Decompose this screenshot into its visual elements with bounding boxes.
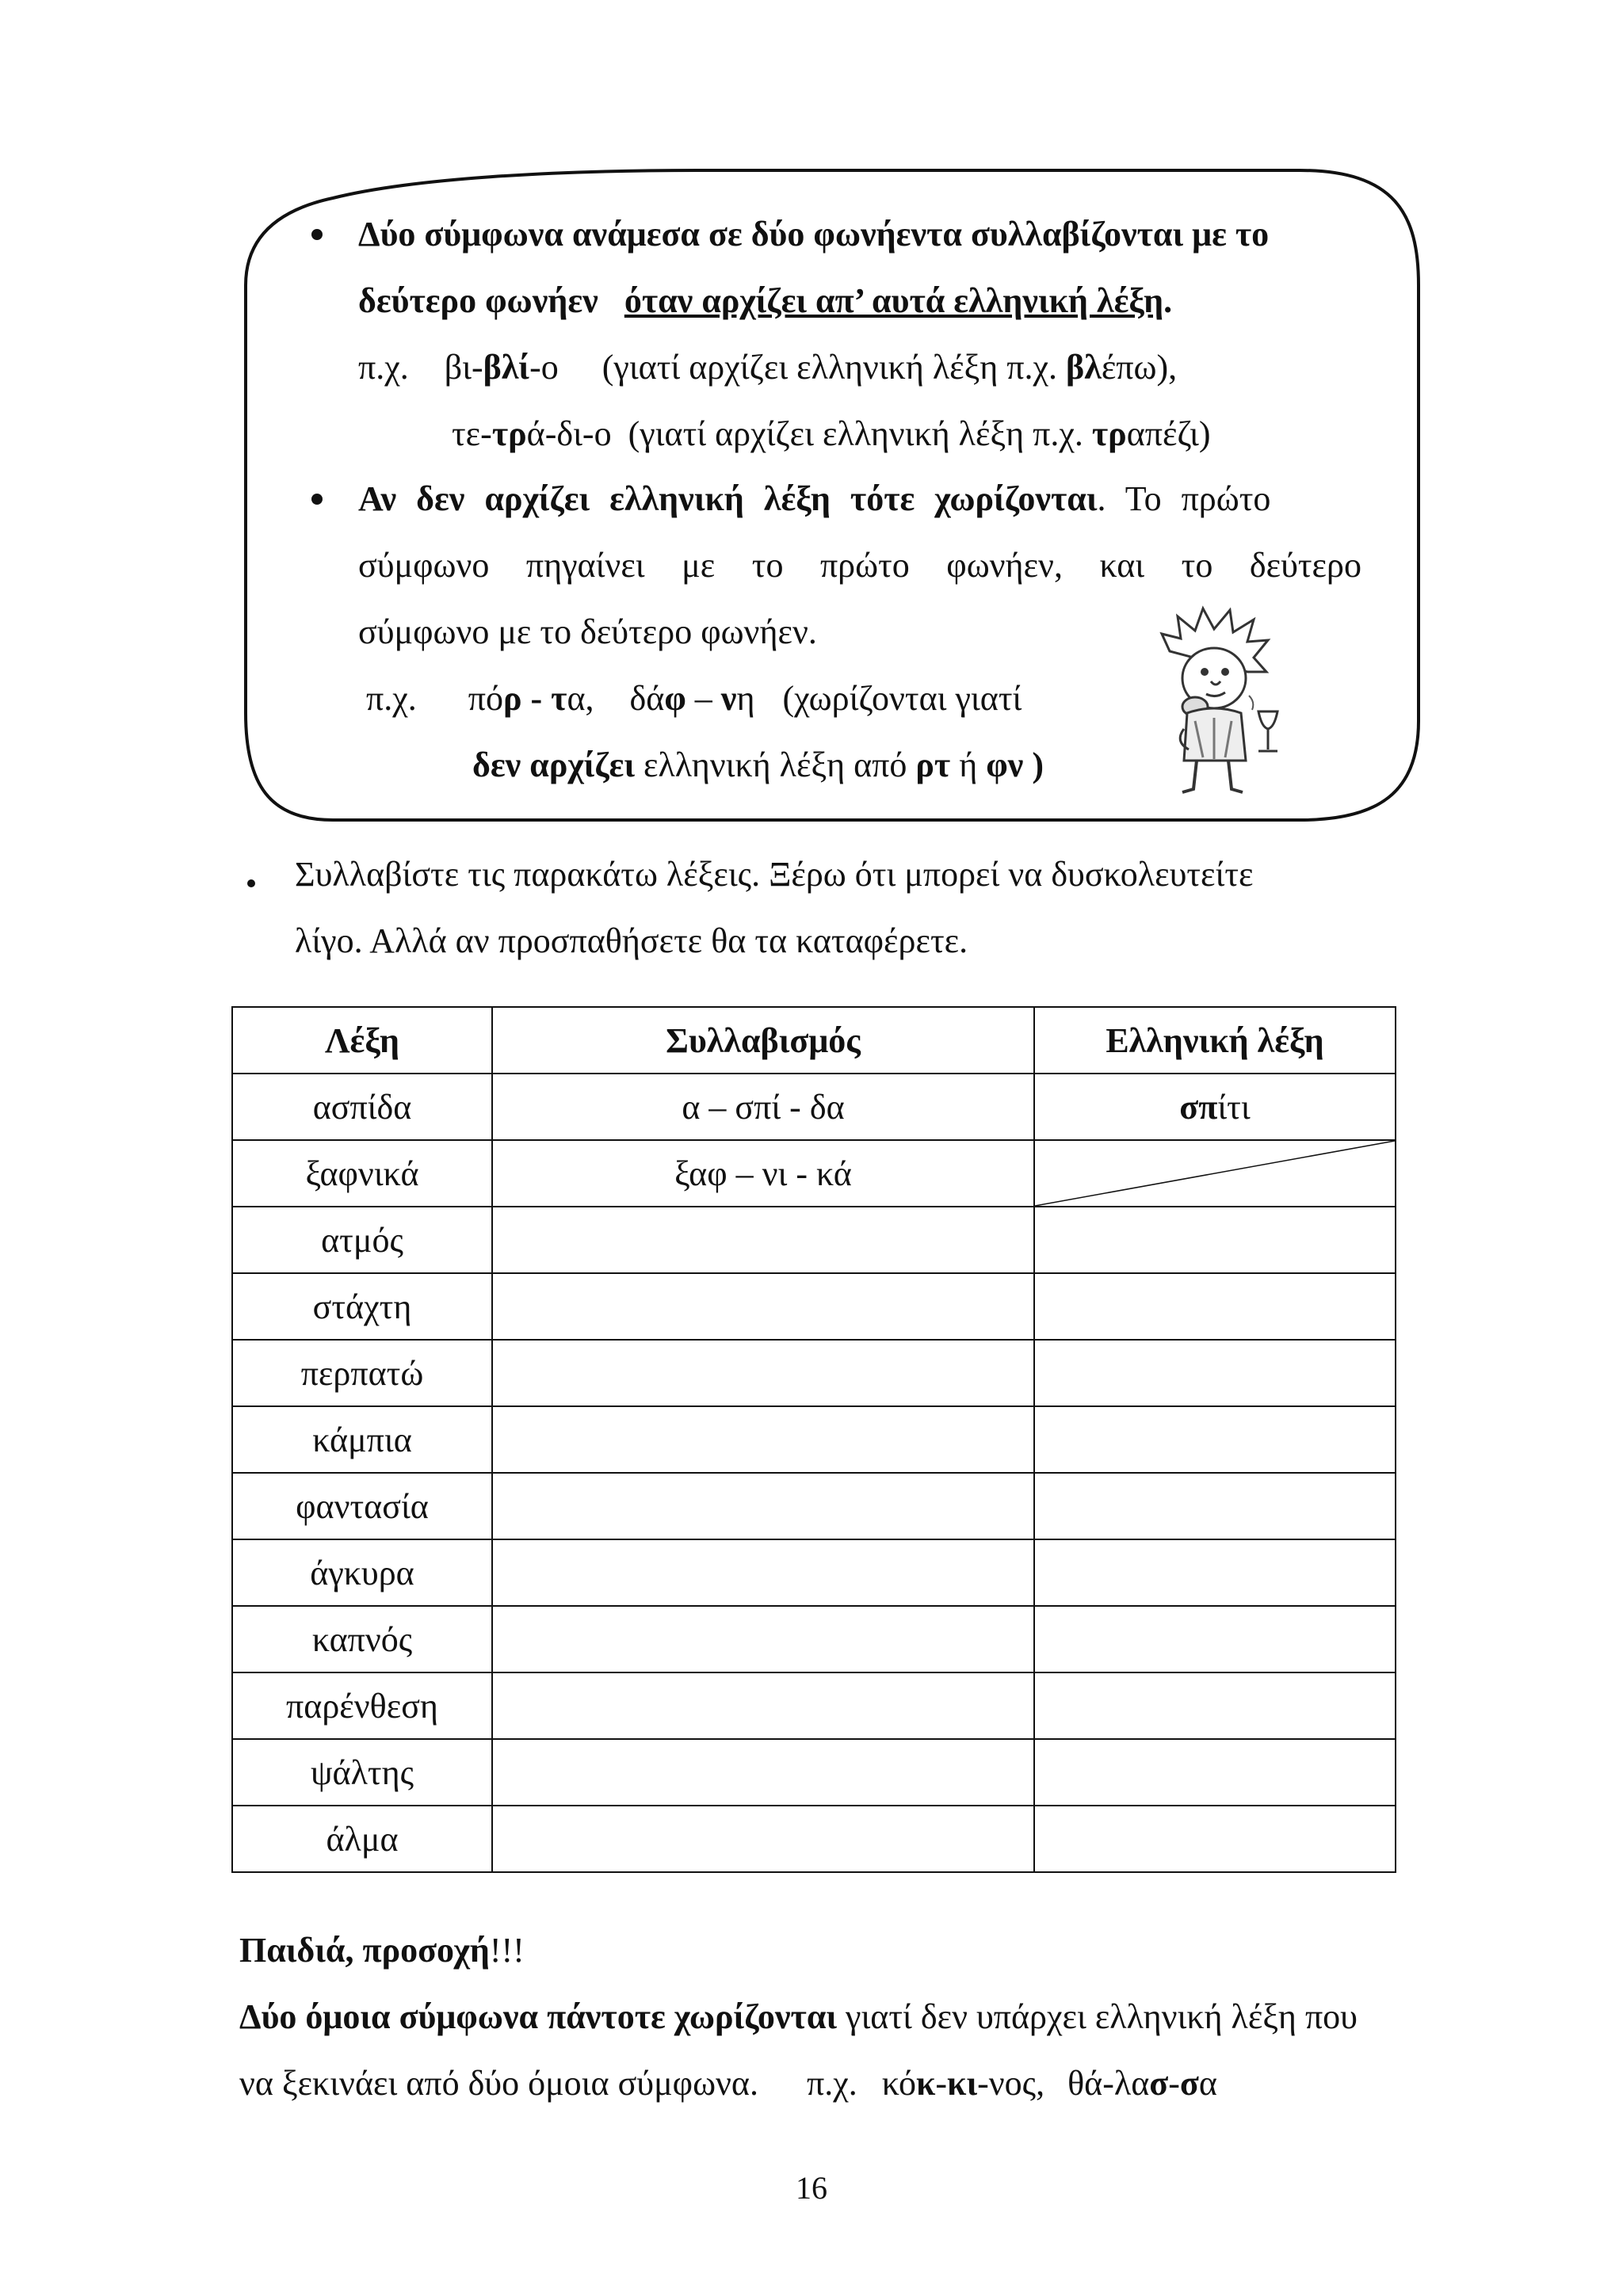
- header-syllables: Συλλαβισμός: [492, 1007, 1034, 1074]
- word-cell: κάμπια: [232, 1406, 492, 1473]
- rule-1-example-1: π.χ. βι-βλί-ο (γιατί αρχίζει ελληνική λέξη π.χ. βλέπω),: [358, 348, 1178, 387]
- note-line-2: να ξεκινάει από δύο όμοια σύμφωνα. π.χ. κόκ-κι-νος, θά-λασ-σα: [239, 2064, 1217, 2103]
- rule-2-example: π.χ. πόρ - τα, δάφ – νη (χωρίζονται γιατί: [366, 679, 1022, 718]
- syllabification-table: [231, 1006, 1396, 1873]
- word-cell: περπατώ: [232, 1340, 492, 1406]
- word-cell: άλμα: [232, 1806, 492, 1872]
- syllables-cell[interactable]: [492, 1606, 1034, 1672]
- bullet-dot: [311, 494, 323, 505]
- syllables-cell[interactable]: [492, 1340, 1034, 1406]
- greek-word-cell[interactable]: [1034, 1340, 1396, 1406]
- syllables-cell[interactable]: [492, 1207, 1034, 1273]
- table-row: [232, 1672, 1396, 1739]
- bullet-dot: [247, 879, 255, 887]
- word-cell: καπνός: [232, 1606, 492, 1672]
- greek-word-cell: [1034, 1140, 1396, 1207]
- greek-word-cell[interactable]: [1034, 1672, 1396, 1739]
- greek-word-cell[interactable]: [1034, 1074, 1396, 1140]
- syllables-cell[interactable]: [492, 1473, 1034, 1539]
- rule-1-line-1: Δύο σύμφωνα ανάμεσα σε δύο φωνήεντα συλλαβίζονται με το: [358, 215, 1270, 254]
- header-greek-word: Ελληνική λέξη: [1034, 1007, 1396, 1074]
- table-row: [232, 1074, 1396, 1140]
- greek-word-cell[interactable]: [1034, 1739, 1396, 1806]
- note-title: Παιδιά, προσοχή!!!: [239, 1931, 525, 1970]
- greek-word-bold-part: σπ: [1179, 1087, 1218, 1127]
- header-word: Λέξη: [232, 1007, 492, 1074]
- rule-2-example-end: δεν αρχίζει ελληνική λέξη από ρτ ή φν ): [472, 746, 1044, 784]
- instructions-line-1: Συλλαβίστε τις παρακάτω λέξεις. Ξέρω ότι μπορεί να δυσκολευτείτε: [295, 855, 1254, 894]
- thinking-boy-illustration: [1148, 602, 1287, 800]
- table-row: [232, 1739, 1396, 1806]
- syllables-cell[interactable]: [492, 1806, 1034, 1872]
- table-row: [232, 1406, 1396, 1473]
- syllables-cell[interactable]: [492, 1273, 1034, 1340]
- rule-2-line-3: σύμφωνο με το δεύτερο φωνήεν.: [358, 612, 817, 651]
- word-cell: ξαφνικά: [232, 1140, 492, 1207]
- greek-word-cell[interactable]: [1034, 1207, 1396, 1273]
- word-cell: παρένθεση: [232, 1672, 492, 1739]
- bullet-dot: [311, 229, 323, 240]
- syllables-cell[interactable]: [492, 1739, 1034, 1806]
- diagonal-strike: [1035, 1141, 1395, 1206]
- rule-box: [0, 0, 1623, 871]
- greek-word-cell[interactable]: [1034, 1539, 1396, 1606]
- word-cell: ψάλτης: [232, 1739, 492, 1806]
- greek-word-cell[interactable]: [1034, 1606, 1396, 1672]
- syllables-cell[interactable]: ξαφ – νι - κά: [492, 1140, 1034, 1207]
- word-cell: άγκυρα: [232, 1539, 492, 1606]
- word-cell: στάχτη: [232, 1273, 492, 1340]
- note-line-1: Δύο όμοια σύμφωνα πάντοτε χωρίζονται γιατί δεν υπάρχει ελληνική λέξη που: [239, 1997, 1358, 2036]
- rule-2-line-2: σύμφωνο πηγαίνει με το πρώτο φωνήεν, και το δεύτερο: [358, 546, 1361, 585]
- table-row: [232, 1806, 1396, 1872]
- greek-word-rest: ίτι: [1217, 1087, 1251, 1127]
- rule-2-line-1: Αν δεν αρχίζει ελληνική λέξη τότε χωρίζονται. Το πρώτο: [358, 479, 1271, 518]
- word-cell: ασπίδα: [232, 1074, 492, 1140]
- greek-word-cell[interactable]: [1034, 1806, 1396, 1872]
- greek-word-cell[interactable]: [1034, 1473, 1396, 1539]
- syllables-cell[interactable]: [492, 1539, 1034, 1606]
- word-cell: ατμός: [232, 1207, 492, 1273]
- table-header-row: [232, 1007, 1396, 1074]
- syllables-cell[interactable]: [492, 1672, 1034, 1739]
- table-row: [232, 1473, 1396, 1539]
- page-number: 16: [796, 2170, 827, 2206]
- word-cell: φαντασία: [232, 1473, 492, 1539]
- rule-1-example-2: τε-τρά-δι-ο (γιατί αρχίζει ελληνική λέξη π.χ. τραπέζι): [452, 414, 1211, 453]
- table-row: [232, 1539, 1396, 1606]
- table-row: [232, 1606, 1396, 1672]
- table-row: [232, 1207, 1396, 1273]
- table-row: [232, 1140, 1396, 1207]
- table-row: [232, 1273, 1396, 1340]
- syllables-cell[interactable]: [492, 1406, 1034, 1473]
- instructions-line-2: λίγο. Αλλά αν προσπαθήσετε θα τα καταφέρετε.: [295, 921, 968, 960]
- rule-1-line-2: δεύτερο φωνήεν όταν αρχίζει απ’ αυτά ελληνική λέξη.: [358, 281, 1173, 320]
- greek-word-cell[interactable]: [1034, 1406, 1396, 1473]
- table-row: [232, 1340, 1396, 1406]
- greek-word-cell[interactable]: [1034, 1273, 1396, 1340]
- syllables-cell[interactable]: α – σπί - δα: [492, 1074, 1034, 1140]
